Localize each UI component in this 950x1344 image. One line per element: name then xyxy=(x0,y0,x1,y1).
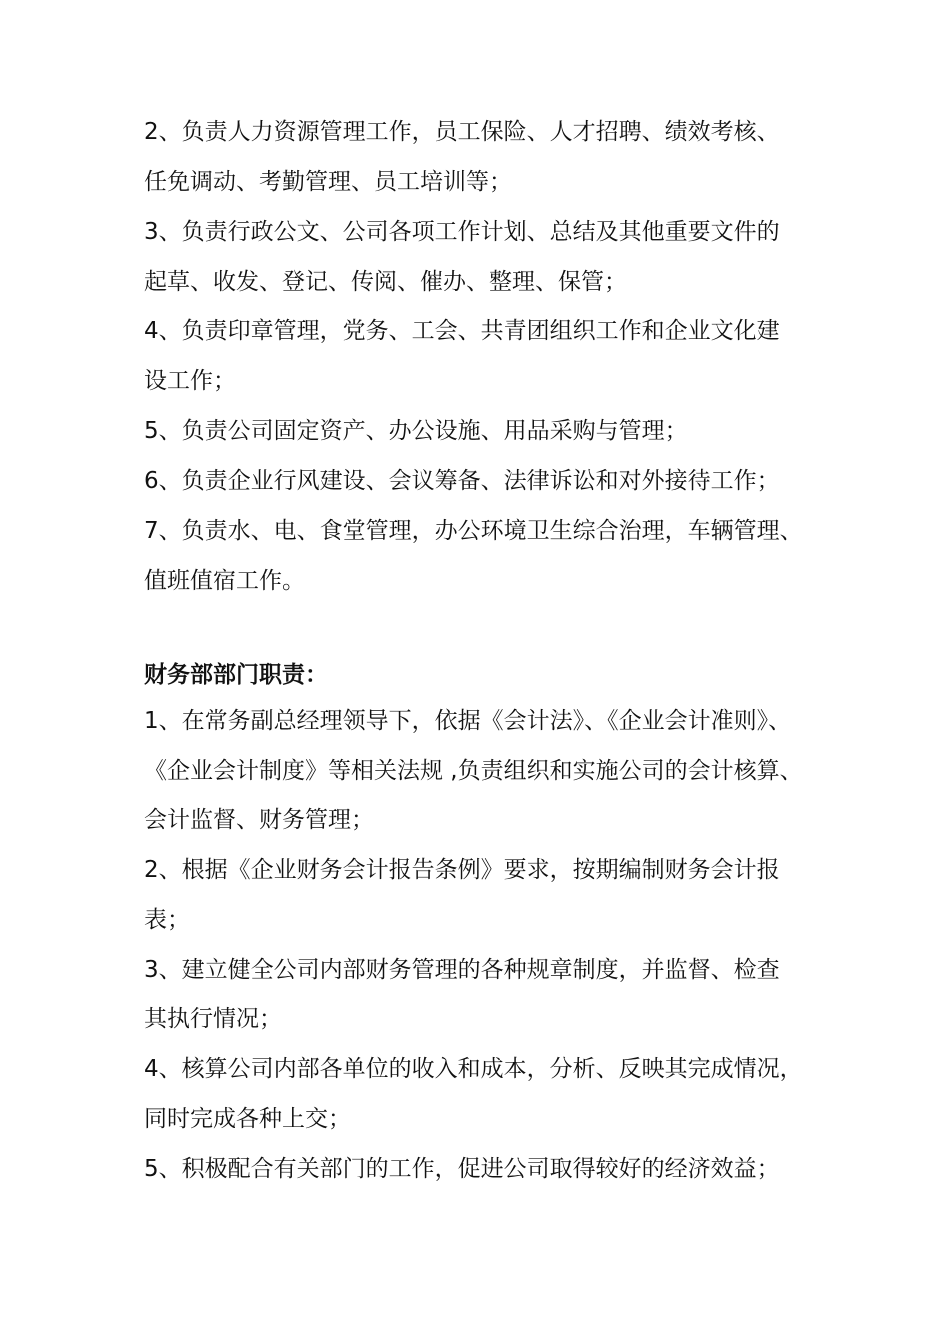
admin-duty-line-7: 5、负责公司固定资产、办公设施、用品采购与管理； xyxy=(144,418,688,444)
finance-duty-line-8: 4、核算公司内部各单位的收入和成本，分析、反映其完成情况， xyxy=(144,1056,803,1082)
admin-duty-line-5: 4、负责印章管理，党务、工会、共青团组织工作和企业文化建 xyxy=(144,318,780,344)
finance-duty-line-5: 表； xyxy=(144,907,190,933)
finance-dept-heading: 财务部部门职责： xyxy=(144,662,328,688)
admin-duty-line-9: 7、负责水、电、食堂管理，办公环境卫生综合治理，车辆管理、 xyxy=(144,518,803,544)
finance-duty-line-4: 2、根据《企业财务会计报告条例》要求，按期编制财务会计报 xyxy=(144,857,780,883)
finance-duty-line-10: 5、积极配合有关部门的工作，促进公司取得较好的经济效益； xyxy=(144,1156,780,1182)
finance-duty-line-9: 同时完成各种上交； xyxy=(144,1106,351,1132)
admin-duty-line-6: 设工作； xyxy=(144,368,236,394)
finance-duty-line-6: 3、建立健全公司内部财务管理的各种规章制度，并监督、检查 xyxy=(144,957,780,983)
admin-duty-line-4: 起草、收发、登记、传阅、催办、整理、保管； xyxy=(144,269,627,295)
finance-duty-line-1: 1、在常务副总经理领导下，依据《会计法》、《企业会计准则》、 xyxy=(144,708,792,734)
finance-duty-line-3: 会计监督、财务管理； xyxy=(144,807,374,833)
finance-duty-line-2: 《企业会计制度》等相关法规 ,负责组织和实施公司的会计核算、 xyxy=(144,758,803,784)
admin-duty-line-1: 2、负责人力资源管理工作，员工保险、人才招聘、绩效考核、 xyxy=(144,119,780,145)
finance-duty-line-7: 其执行情况； xyxy=(144,1006,282,1032)
admin-duty-line-8: 6、负责企业行风建设、会议筹备、法律诉讼和对外接待工作； xyxy=(144,468,780,494)
admin-duty-line-3: 3、负责行政公文、公司各项工作计划、总结及其他重要文件的 xyxy=(144,219,780,245)
admin-duty-line-2: 任免调动、考勤管理、员工培训等； xyxy=(144,169,512,195)
admin-duty-line-10: 值班值宿工作。 xyxy=(144,568,305,594)
